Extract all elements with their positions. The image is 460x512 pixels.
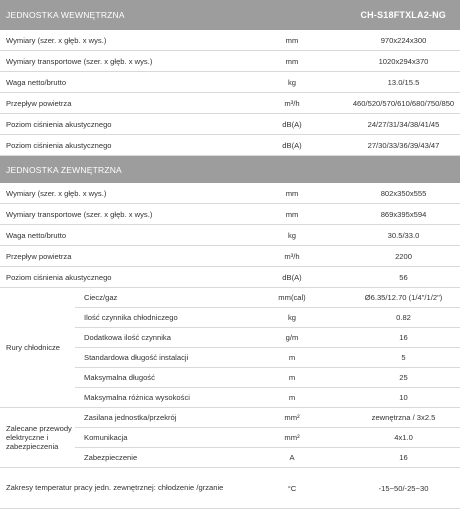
outdoor-unit-header bbox=[0, 156, 460, 183]
table-row bbox=[0, 408, 460, 428]
table-row bbox=[0, 468, 460, 509]
spec-label: Ciecz/gaz bbox=[75, 288, 237, 308]
table-row bbox=[0, 114, 460, 135]
spec-value: 16 bbox=[347, 448, 460, 468]
spec-value: Ø6.35/12.70 (1/4"/1/2") bbox=[347, 288, 460, 308]
spec-unit: °C bbox=[237, 468, 347, 509]
spec-label: Ilość czynnika chłodniczego bbox=[75, 308, 237, 328]
spec-label: Waga netto/brutto bbox=[0, 225, 237, 246]
spec-value: 0.82 bbox=[347, 308, 460, 328]
spec-value: 460/520/570/610/680/750/850 bbox=[347, 93, 460, 114]
table-row bbox=[0, 288, 460, 308]
spec-label: Zabezpieczenie bbox=[75, 448, 237, 468]
spec-value: 5 bbox=[347, 348, 460, 368]
spec-label: Wymiary (szer. x głęb. x wys.) bbox=[0, 30, 237, 51]
spec-unit: mm(cal) bbox=[237, 288, 347, 308]
spec-value: -15~50/-25~30 bbox=[347, 468, 460, 509]
spec-value: 25 bbox=[347, 368, 460, 388]
table-row bbox=[0, 51, 460, 72]
spec-label: Wymiary transportowe (szer. x głęb. x wys.) bbox=[0, 51, 237, 72]
spec-value: 13.0/15.5 bbox=[347, 72, 460, 93]
table-row bbox=[0, 204, 460, 225]
spec-label: Wymiary transportowe (szer. x głęb. x wys.) bbox=[0, 204, 237, 225]
spec-label: Przepływ powietrza bbox=[0, 246, 237, 267]
model-name: CH-S18FTXLA2-NG bbox=[360, 10, 446, 20]
spec-value: 869x395x594 bbox=[347, 204, 460, 225]
spec-label: Standardowa długość instalacji bbox=[75, 348, 237, 368]
electrical-wiring-group: Zalecane przewody elektryczne i zabezpieczenia bbox=[0, 408, 75, 468]
spec-label: Waga netto/brutto bbox=[0, 72, 237, 93]
spec-unit: m³/h bbox=[237, 246, 347, 267]
spec-value: zewnętrzna / 3x2.5 bbox=[347, 408, 460, 428]
spec-unit: A bbox=[237, 448, 347, 468]
spec-unit: kg bbox=[237, 308, 347, 328]
spec-unit: mm bbox=[237, 204, 347, 225]
spec-value: 10 bbox=[347, 388, 460, 408]
temperature-range-label: Zakresy temperatur pracy jedn. zewnętrznej: chłodzenie /grzanie bbox=[0, 468, 237, 509]
indoor-unit-header bbox=[0, 0, 460, 30]
table-row bbox=[0, 93, 460, 114]
outdoor-spec-table bbox=[0, 183, 460, 509]
spec-unit: dB(A) bbox=[237, 114, 347, 135]
indoor-spec-table bbox=[0, 30, 460, 156]
spec-value: 2200 bbox=[347, 246, 460, 267]
spec-value: 802x350x555 bbox=[347, 183, 460, 204]
spec-value: 1020x294x370 bbox=[347, 51, 460, 72]
spec-unit: dB(A) bbox=[237, 135, 347, 156]
outdoor-unit-title: JEDNOSTKA ZEWNĘTRZNA bbox=[6, 164, 122, 175]
spec-unit: mm bbox=[237, 51, 347, 72]
spec-label: Poziom ciśnienia akustycznego bbox=[0, 135, 237, 156]
spec-unit: mm bbox=[237, 183, 347, 204]
spec-unit: m bbox=[237, 368, 347, 388]
spec-unit: dB(A) bbox=[237, 267, 347, 288]
spec-unit: kg bbox=[237, 72, 347, 93]
indoor-unit-title: JEDNOSTKA WEWNĘTRZNA bbox=[6, 10, 125, 20]
spec-unit: mm² bbox=[237, 428, 347, 448]
table-row bbox=[0, 135, 460, 156]
spec-unit: g/m bbox=[237, 328, 347, 348]
spec-unit: kg bbox=[237, 225, 347, 246]
spec-unit: mm² bbox=[237, 408, 347, 428]
spec-label: Zasilana jednostka/przekrój bbox=[75, 408, 237, 428]
spec-label: Poziom ciśnienia akustycznego bbox=[0, 114, 237, 135]
table-row bbox=[0, 183, 460, 204]
spec-value: 24/27/31/34/38/41/45 bbox=[347, 114, 460, 135]
refrigerant-pipes-group: Rury chłodnicze bbox=[0, 288, 75, 408]
spec-value: 27/30/33/36/39/43/47 bbox=[347, 135, 460, 156]
spec-label: Maksymalna różnica wysokości bbox=[75, 388, 237, 408]
spec-label: Dodatkowa ilość czynnika bbox=[75, 328, 237, 348]
table-row bbox=[0, 246, 460, 267]
table-row bbox=[0, 72, 460, 93]
table-row bbox=[0, 267, 460, 288]
spec-label: Komunikacja bbox=[75, 428, 237, 448]
spec-value: 970x224x300 bbox=[347, 30, 460, 51]
table-row bbox=[0, 225, 460, 246]
spec-value: 4x1.0 bbox=[347, 428, 460, 448]
spec-value: 30.5/33.0 bbox=[347, 225, 460, 246]
spec-unit: m³/h bbox=[237, 93, 347, 114]
spec-label: Przepływ powietrza bbox=[0, 93, 237, 114]
spec-label: Maksymalna długość bbox=[75, 368, 237, 388]
spec-unit: m bbox=[237, 388, 347, 408]
spec-label: Poziom ciśnienia akustycznego bbox=[0, 267, 237, 288]
spec-value: 56 bbox=[347, 267, 460, 288]
spec-value: 16 bbox=[347, 328, 460, 348]
table-row bbox=[0, 30, 460, 51]
spec-unit: m bbox=[237, 348, 347, 368]
spec-unit: mm bbox=[237, 30, 347, 51]
spec-label: Wymiary (szer. x głęb. x wys.) bbox=[0, 183, 237, 204]
